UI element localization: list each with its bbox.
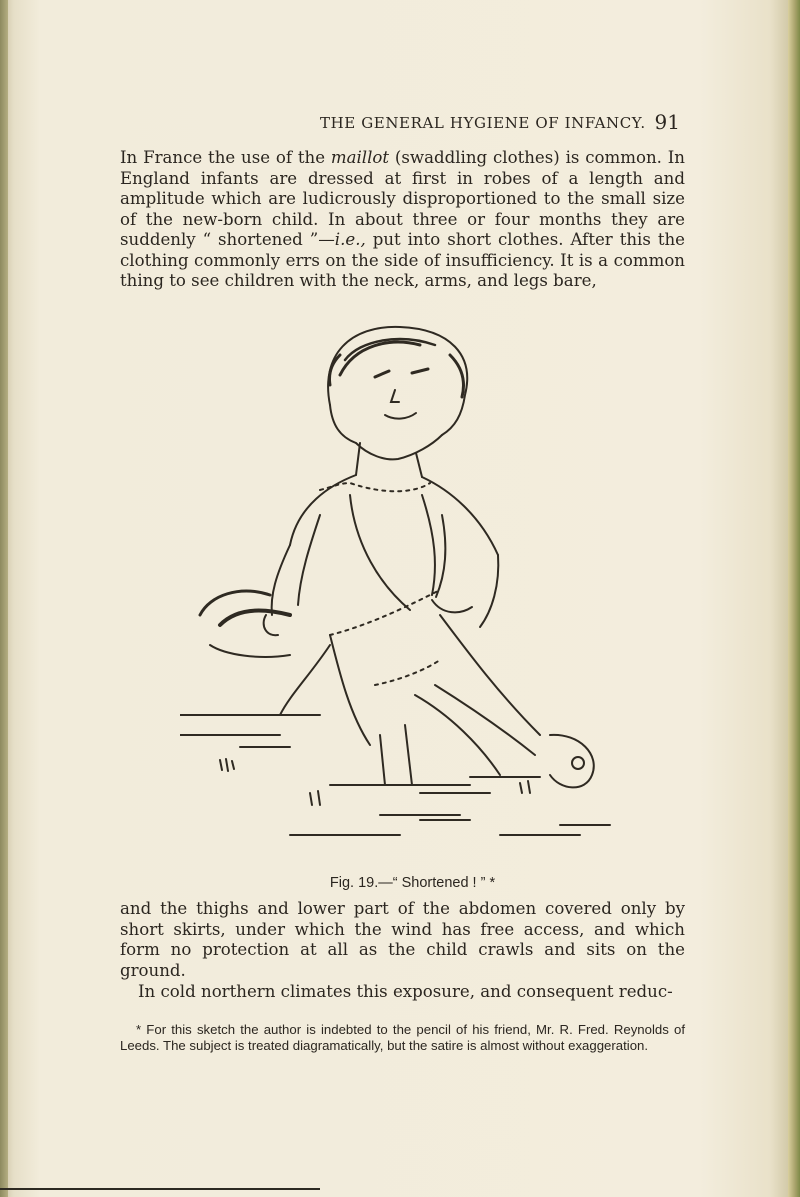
paragraph-1-text-c: put into short clothes. After this the clothing commonly errs on the side of insufficiency. It is a common thing to see children with the neck, arms, and legs bare, (120, 230, 685, 290)
footnote (120, 1022, 685, 1054)
page-right-edge (788, 0, 800, 1197)
caption-text: Fig. 19.—“ Shortened ! ” * (329, 875, 496, 891)
footnote-text: * For this sketch the author is indebted to the pencil of his friend, Mr. R. Fred. Reynolds of Leeds. The subject is treated diagramatically, but the satire is almost without exaggeration. (120, 1022, 685, 1053)
italic-ie: i.e., (334, 230, 366, 249)
figure-caption (120, 875, 685, 891)
bottom-rule (0, 1188, 320, 1190)
page-spine-edge (0, 0, 8, 1197)
paragraph-1-text-b: (swaddling clothes) is common. In England infants are dressed at first in robes of a length and amplitude which are ludicrously disproportioned to the small size of the new-born child. In about three or four months they are suddenly “ shortened ”— (120, 148, 685, 249)
running-head: THE GENERAL HYGIENE OF INFANCY. (320, 114, 646, 132)
page-header (120, 110, 680, 138)
shortened-child-sketch (180, 315, 640, 875)
paragraph-3-text: In cold northern climates this exposure, and consequent reduc- (138, 982, 673, 1001)
figure-illustration (180, 315, 640, 875)
paragraph-2: and the thighs and lower part of the abdomen covered only by short skirts, under which the wind has free access, and which form no protection at all as the child crawls and sits on the ground. (120, 899, 685, 980)
page-number: 91 (654, 110, 680, 134)
paragraph-1-text-a: In France the use of the (120, 148, 331, 167)
paragraph-1 (120, 148, 685, 292)
paragraph-3 (120, 982, 685, 1003)
italic-term-maillot: maillot (330, 148, 390, 167)
